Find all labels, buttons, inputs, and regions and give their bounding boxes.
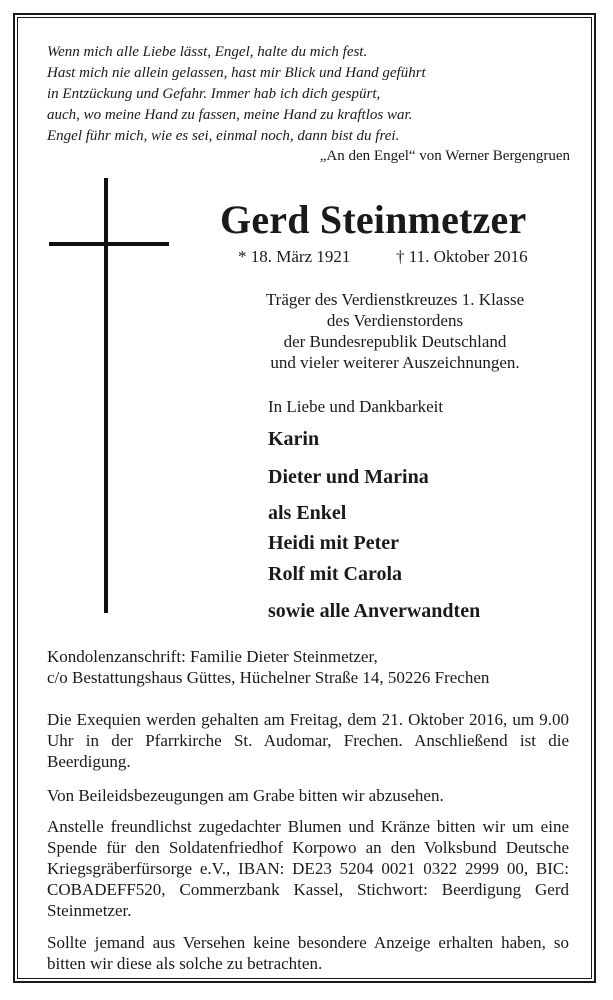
mourner-name: Rolf mit Carola xyxy=(268,563,403,585)
mourner-name: Heidi mit Peter xyxy=(268,532,400,554)
honors-line: des Verdienstordens xyxy=(326,311,464,330)
donation-paragraph: Anstelle freundlichst zugedachter Blumen und Kränze bitten wir um eine Spende für den Soldatenfriedhof Korpowo an den Volksbund Deutsche Kriegsgräberfürsorge e.V., IBAN: DE23 5204 0021 0322 2999 00, BIC: COBADEFF520, Commerzbank Kassel, Stichwort: Beerdigung Gerd Steinmetzer. xyxy=(47,817,569,920)
poem-line: Hast mich nie allein gelassen, hast mir Blick und Hand geführt xyxy=(47,65,426,81)
honors xyxy=(220,289,570,373)
deceased-name: Gerd Steinmetzer xyxy=(220,197,527,242)
condolence-line: Kondolenzanschrift: Familie Dieter Steinmetzer, xyxy=(47,647,378,666)
mourner-name: Karin xyxy=(268,428,320,450)
mourner-name: sowie alle Anverwandten xyxy=(268,600,481,622)
honors-line: der Bundesrepublik Deutschland xyxy=(283,332,507,351)
poem-line: in Entzückung und Gefahr. Immer hab ich dich gespürt, xyxy=(47,86,381,102)
poem xyxy=(47,42,567,147)
mourner-name: Dieter und Marina xyxy=(268,466,429,488)
poem-line: Wenn mich alle Liebe lässt, Engel, halte du mich fest. xyxy=(47,44,368,60)
mourners-intro: In Liebe und Dankbarkeit xyxy=(268,397,444,416)
birth-date: * 18. März 1921 xyxy=(238,247,351,266)
honors-line: und vieler weiterer Auszeichnungen. xyxy=(270,353,520,372)
poem-attribution: „An den Engel“ von Werner Bergengruen xyxy=(319,148,570,164)
mourner-name: als Enkel xyxy=(268,502,347,524)
death-date: † 11. Oktober 2016 xyxy=(396,247,528,266)
condolence-address xyxy=(47,646,569,688)
condolence-line: c/o Bestattungshaus Güttes, Hüchelner Straße 14, 50226 Frechen xyxy=(47,668,490,687)
cross-icon-bar xyxy=(49,242,169,246)
poem-line: Engel führ mich, wie es sei, einmal noch, dann bist du frei. xyxy=(47,128,400,144)
exequies-paragraph: Die Exequien werden gehalten am Freitag, dem 21. Oktober 2016, um 9.00 Uhr in der Pfarrkirche St. Audomar, Frechen. Anschließend ist die Beerdigung. xyxy=(47,710,569,771)
honors-line: Träger des Verdienstkreuzes 1. Klasse xyxy=(265,290,525,309)
notice-paragraph: Sollte jemand aus Versehen keine besondere Anzeige erhalten haben, so bitten wir diese als solche zu betrachten. xyxy=(47,933,569,973)
no-condolences-paragraph: Von Beileidsbezeugungen am Grabe bitten wir abzusehen. xyxy=(47,786,444,805)
poem-line: auch, wo meine Hand zu fassen, meine Hand zu kraftlos war. xyxy=(47,107,413,123)
